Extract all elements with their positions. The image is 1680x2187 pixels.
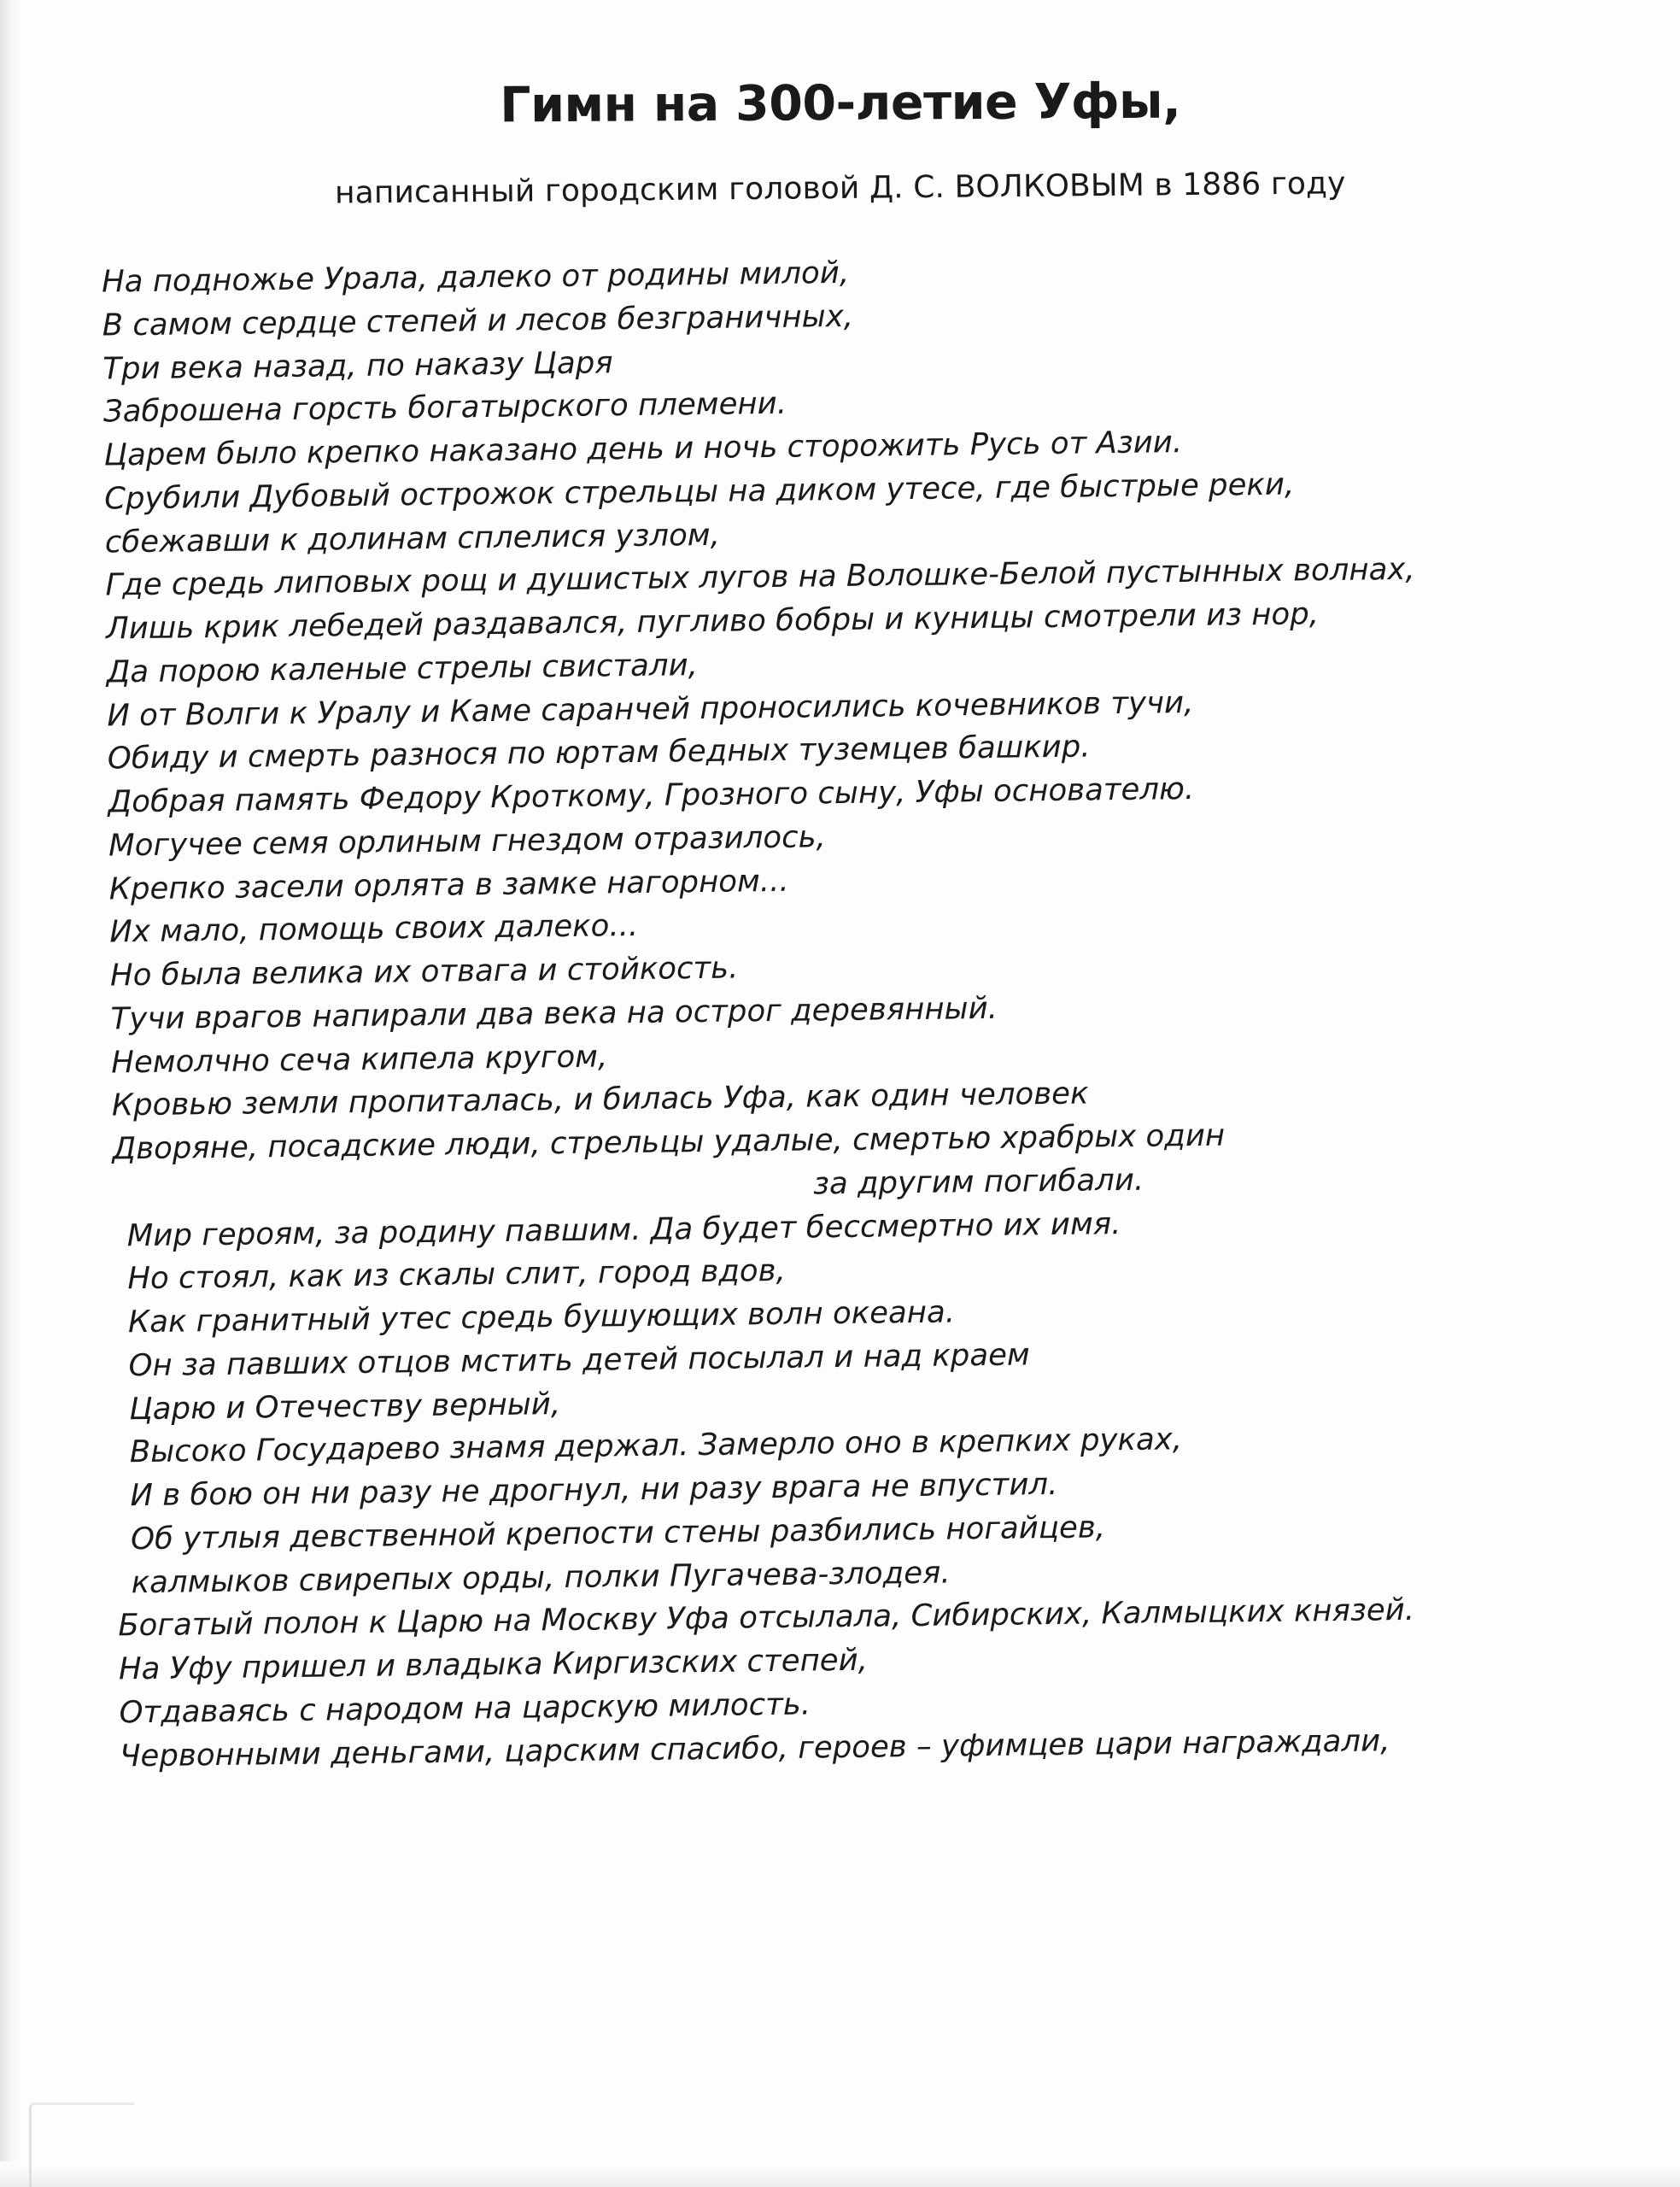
poem-line: Да порою каленые стрелы свистали,: [106, 647, 699, 690]
poem-line-continuation: за другим погибали.: [812, 1162, 1144, 1202]
page-subtitle: написанный городским головой Д. С. ВОЛКОВЫМ в 1886 году: [334, 166, 1346, 211]
page-title: Гимн на 300-летие Уфы,: [500, 73, 1181, 134]
poem-line: Как гранитный утес средь бушующих волн океана.: [127, 1294, 956, 1340]
poem-line: Но была велика их отвага и стойкость.: [109, 950, 739, 994]
poem-line: На Уфу пришел и владыка Киргизских степей,: [118, 1642, 869, 1687]
poem-line: Где средь липовых рощ и душистых лугов на Волошке-Белой пустынных волнах,: [105, 552, 1415, 603]
poem-line: Немолчно сеча кипела кругом,: [111, 1038, 608, 1080]
poem-line: Могучее семя орлиным гнездом отразилось,: [108, 818, 827, 864]
poem-line: Тучи врагов напирали два века на острог деревянный.: [110, 990, 998, 1037]
poem-line: Лишь крик лебедей раздавался, пугливо бобры и куницы смотрели из нор,: [105, 596, 1320, 647]
poem-line: Червонными деньгами, царским спасибо, героев – уфимцев цари награждали,: [119, 1722, 1390, 1774]
poem-line: Но стоял, как из скалы слит, город вдов,: [127, 1253, 787, 1297]
poem-line: Добрая память Федору Кроткому, Грозного сыну, Уфы основателю.: [108, 771, 1195, 820]
poem-line: Обиду и смерть разнося по юртам бедных туземцев башкир.: [107, 729, 1091, 777]
poem-line: Мир героям, за родину павшим. Да будет бессмертно их имя.: [126, 1205, 1121, 1253]
poem-line: В самом сердце степей и лесов безграничных,: [102, 298, 854, 343]
poem-line: Срубили Дубовый острожок стрельцы на диком утесе, где быстрые реки,: [103, 466, 1295, 517]
poem-line: И в бою он ни разу не дрогнул, ни разу врага не впустил.: [130, 1466, 1058, 1514]
poem-line: Их мало, помощь своих далеко...: [109, 908, 639, 950]
poem-line: Богатый полон к Царю на Москву Уфа отсылала, Сибирских, Калмыцких князей.: [118, 1592, 1415, 1644]
poem-line: Дворяне, посадские люди, стрельцы удалые, смертью храбрых один: [112, 1117, 1226, 1167]
poem-line: И от Волги к Уралу и Каме саранчей проносились кочевников тучи,: [107, 684, 1194, 734]
poem-line: Три века назад, по наказу Царя: [102, 344, 613, 387]
poem-body: [0, 185, 1680, 1780]
poem-line: Заброшена горсть богатырского племени.: [102, 386, 787, 430]
poem-line: Царем было крепко наказано день и ночь сторожить Русь от Азии.: [103, 425, 1183, 473]
poem-line: Высоко Государево знамя держал. Замерло оно в крепких руках,: [129, 1422, 1183, 1470]
scan-edge-bottom: [0, 2161, 1680, 2187]
poem-line: Крепко засели орлята в замке нагорном...: [108, 863, 789, 906]
poem-line: На подножье Урала, далеко от родины милой,: [101, 255, 850, 300]
poem-line: Об утлыя девственной крепости стены разбились ногайцев,: [130, 1510, 1106, 1557]
poem-line: Царю и Отечеству верный,: [128, 1386, 561, 1427]
poem-line: сбежавши к долинам сплелися узлом,: [104, 517, 721, 560]
poem-line: Кровью земли пропиталась, и билась Уфа, как один человек: [111, 1076, 1089, 1123]
poem-line: Он за павших отцов мстить детей посылал и над краем: [128, 1337, 1030, 1384]
poem-line: Отдаваясь с народом на царскую милость.: [119, 1686, 811, 1731]
poem-line: калмыков свирепых орды, полки Пугачева-злодея.: [131, 1555, 951, 1600]
scan-corner-artifact: [29, 2102, 134, 2187]
